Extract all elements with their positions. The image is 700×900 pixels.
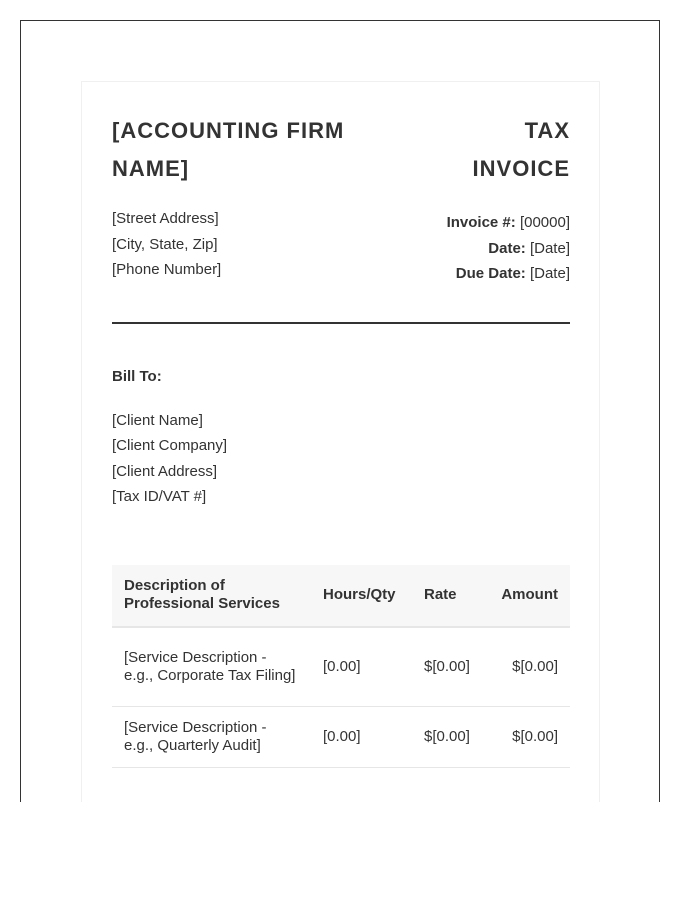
row-amount: $[0.00] bbox=[484, 706, 570, 767]
row-amount: $[0.00] bbox=[484, 627, 570, 707]
services-table bbox=[112, 565, 570, 768]
document-title: TAX INVOICE bbox=[472, 118, 570, 181]
table-header-row bbox=[112, 565, 570, 627]
info-row bbox=[112, 206, 570, 287]
row-description: [Service Description - e.g., Quarterly Audit] bbox=[112, 706, 311, 767]
bill-to-label: Bill To: bbox=[112, 367, 162, 385]
firm-city: [City, State, Zip] bbox=[112, 235, 218, 253]
client-company: [Client Company] bbox=[112, 437, 228, 454]
client-address: [Client Address] bbox=[112, 462, 218, 480]
row-hours: [0.00] bbox=[311, 706, 412, 767]
client-tax-id: [Tax ID/VAT #] bbox=[112, 488, 207, 505]
table-row bbox=[112, 706, 570, 767]
invoice-date-label: Date: bbox=[488, 239, 526, 257]
invoice-meta-block bbox=[447, 206, 570, 287]
header-divider bbox=[112, 322, 570, 324]
row-description: [Service Description - e.g., Corporate Tax Filing] bbox=[112, 627, 311, 707]
client-details-block bbox=[112, 408, 570, 510]
header-description: Description of Professional Services bbox=[112, 565, 311, 627]
invoice-number-line bbox=[447, 210, 570, 236]
due-date-label: Due Date: bbox=[455, 265, 526, 282]
invoice-header bbox=[112, 112, 570, 188]
firm-name: [ACCOUNTING FIRM NAME] bbox=[112, 118, 345, 181]
header-amount: Amount bbox=[484, 565, 570, 627]
header-rate: Rate bbox=[412, 565, 484, 627]
invoice-date-value: [Date] bbox=[529, 239, 570, 257]
due-date-value: [Date] bbox=[529, 265, 570, 282]
client-name: [Client Name] bbox=[112, 411, 203, 429]
firm-address-block bbox=[112, 206, 221, 287]
header-hours: Hours/Qty bbox=[311, 565, 412, 627]
row-rate: $[0.00] bbox=[412, 627, 484, 707]
invoice-date-line bbox=[447, 236, 570, 262]
invoice-content bbox=[112, 112, 570, 768]
row-rate: $[0.00] bbox=[412, 706, 484, 767]
firm-phone: [Phone Number] bbox=[112, 261, 222, 278]
invoice-number-value: [00000] bbox=[519, 214, 570, 231]
firm-street: [Street Address] bbox=[112, 210, 219, 227]
row-hours: [0.00] bbox=[311, 627, 412, 707]
table-row bbox=[112, 627, 570, 707]
due-date-line bbox=[447, 261, 570, 287]
invoice-number-label: Invoice #: bbox=[446, 214, 516, 231]
